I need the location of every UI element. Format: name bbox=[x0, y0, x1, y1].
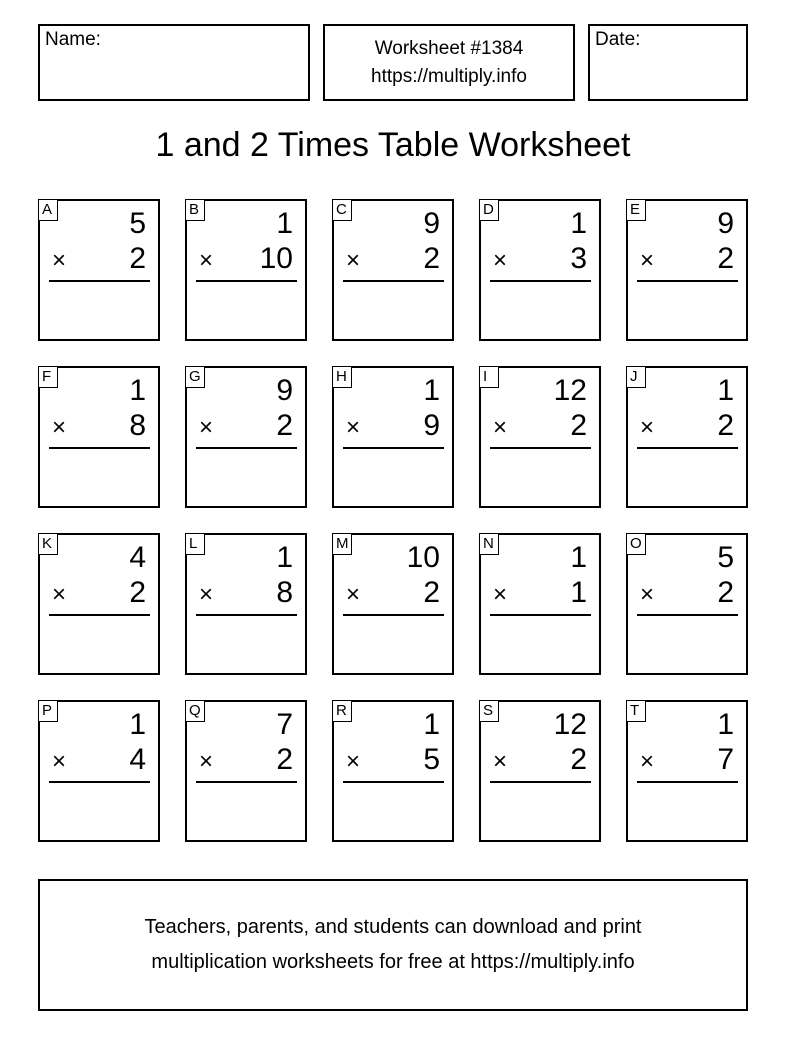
multiply-sign: × bbox=[346, 748, 361, 775]
answer-line bbox=[49, 614, 150, 616]
worksheet-number: Worksheet #1384 bbox=[374, 37, 524, 59]
problem-letter: L bbox=[185, 533, 205, 555]
problem-letter: D bbox=[479, 199, 499, 221]
problem-card[interactable] bbox=[626, 700, 748, 842]
problem-card[interactable] bbox=[185, 533, 307, 675]
problem-letter: K bbox=[38, 533, 58, 555]
problem-multiplier: 2 bbox=[717, 242, 734, 275]
footer-line-2: multiplication worksheets for free at https://multiply.info bbox=[151, 951, 635, 973]
problem-multiplicand: 10 bbox=[406, 541, 440, 574]
multiply-sign: × bbox=[640, 414, 655, 441]
answer-line bbox=[196, 280, 297, 282]
answer-line bbox=[49, 781, 150, 783]
answer-line bbox=[49, 280, 150, 282]
problem-multiplicand: 1 bbox=[276, 207, 293, 240]
multiply-sign: × bbox=[640, 748, 655, 775]
problem-multiplicand: 12 bbox=[553, 374, 587, 407]
problem-multiplier: 2 bbox=[129, 242, 146, 275]
multiply-sign: × bbox=[346, 581, 361, 608]
date-box[interactable] bbox=[588, 24, 748, 101]
multiply-sign: × bbox=[493, 748, 508, 775]
problem-letter: C bbox=[332, 199, 352, 221]
multiply-sign: × bbox=[346, 414, 361, 441]
answer-line bbox=[637, 614, 738, 616]
problem-card[interactable] bbox=[479, 366, 601, 508]
problem-card[interactable] bbox=[185, 199, 307, 341]
problem-multiplier: 10 bbox=[259, 242, 293, 275]
problem-multiplier: 2 bbox=[717, 409, 734, 442]
problem-letter: S bbox=[479, 700, 499, 722]
problem-multiplier: 2 bbox=[129, 576, 146, 609]
problem-multiplicand: 1 bbox=[129, 374, 146, 407]
problem-card[interactable] bbox=[479, 700, 601, 842]
problem-card[interactable] bbox=[332, 700, 454, 842]
worksheet-id-box bbox=[323, 24, 575, 101]
worksheet-url: https://multiply.info bbox=[371, 65, 527, 87]
problem-multiplicand: 9 bbox=[717, 207, 734, 240]
problem-letter: B bbox=[185, 199, 205, 221]
problem-multiplier: 2 bbox=[423, 576, 440, 609]
problem-letter: Q bbox=[185, 700, 205, 722]
problem-multiplier: 2 bbox=[570, 409, 587, 442]
problem-multiplier: 4 bbox=[129, 743, 146, 776]
problem-multiplicand: 5 bbox=[717, 541, 734, 574]
multiply-sign: × bbox=[52, 414, 67, 441]
problem-multiplier: 5 bbox=[423, 743, 440, 776]
multiply-sign: × bbox=[52, 748, 67, 775]
multiply-sign: × bbox=[199, 581, 214, 608]
answer-line bbox=[490, 447, 591, 449]
multiply-sign: × bbox=[640, 581, 655, 608]
problem-letter: M bbox=[332, 533, 352, 555]
problem-multiplicand: 4 bbox=[129, 541, 146, 574]
problem-multiplicand: 1 bbox=[717, 374, 734, 407]
problem-card[interactable] bbox=[332, 366, 454, 508]
problem-card[interactable] bbox=[332, 199, 454, 341]
multiply-sign: × bbox=[346, 247, 361, 274]
problem-multiplier: 7 bbox=[717, 743, 734, 776]
problem-letter: G bbox=[185, 366, 205, 388]
problem-card[interactable] bbox=[185, 700, 307, 842]
multiply-sign: × bbox=[52, 581, 67, 608]
problem-letter: N bbox=[479, 533, 499, 555]
footer-line-1: Teachers, parents, and students can download and print bbox=[144, 916, 642, 938]
problem-letter: E bbox=[626, 199, 646, 221]
multiply-sign: × bbox=[640, 247, 655, 274]
problem-multiplier: 2 bbox=[276, 743, 293, 776]
problem-card[interactable] bbox=[626, 366, 748, 508]
problem-multiplicand: 1 bbox=[717, 708, 734, 741]
problem-multiplier: 8 bbox=[129, 409, 146, 442]
problem-multiplier: 3 bbox=[570, 242, 587, 275]
answer-line bbox=[343, 447, 444, 449]
problem-card[interactable] bbox=[38, 533, 160, 675]
problem-card[interactable] bbox=[38, 366, 160, 508]
problem-card[interactable] bbox=[479, 533, 601, 675]
problem-multiplicand: 1 bbox=[570, 541, 587, 574]
problem-card[interactable] bbox=[626, 533, 748, 675]
problem-multiplier: 2 bbox=[717, 576, 734, 609]
problem-multiplier: 1 bbox=[570, 576, 587, 609]
answer-line bbox=[490, 614, 591, 616]
answer-line bbox=[49, 447, 150, 449]
name-label: Name: bbox=[45, 29, 101, 50]
problem-multiplier: 9 bbox=[423, 409, 440, 442]
answer-line bbox=[490, 280, 591, 282]
answer-line bbox=[637, 280, 738, 282]
problem-multiplicand: 12 bbox=[553, 708, 587, 741]
answer-line bbox=[637, 447, 738, 449]
problem-multiplier: 2 bbox=[570, 743, 587, 776]
problem-letter: F bbox=[38, 366, 58, 388]
problem-multiplicand: 1 bbox=[423, 374, 440, 407]
problem-letter: J bbox=[626, 366, 646, 388]
multiply-sign: × bbox=[493, 414, 508, 441]
problem-card[interactable] bbox=[332, 533, 454, 675]
answer-line bbox=[196, 614, 297, 616]
footer-box bbox=[38, 879, 748, 1011]
problem-card[interactable] bbox=[479, 199, 601, 341]
problem-letter: R bbox=[332, 700, 352, 722]
multiply-sign: × bbox=[199, 748, 214, 775]
problem-letter: H bbox=[332, 366, 352, 388]
answer-line bbox=[196, 447, 297, 449]
problem-multiplicand: 1 bbox=[423, 708, 440, 741]
problem-multiplicand: 1 bbox=[276, 541, 293, 574]
page-title: 1 and 2 Times Table Worksheet bbox=[155, 126, 631, 164]
problem-multiplicand: 9 bbox=[423, 207, 440, 240]
answer-line bbox=[343, 614, 444, 616]
problem-multiplicand: 1 bbox=[570, 207, 587, 240]
multiply-sign: × bbox=[493, 247, 508, 274]
problem-multiplier: 8 bbox=[276, 576, 293, 609]
multiply-sign: × bbox=[199, 247, 214, 274]
date-label: Date: bbox=[595, 29, 641, 50]
problem-letter: A bbox=[38, 199, 58, 221]
problem-multiplicand: 1 bbox=[129, 708, 146, 741]
multiply-sign: × bbox=[199, 414, 214, 441]
problem-multiplicand: 5 bbox=[129, 207, 146, 240]
problem-letter: O bbox=[626, 533, 646, 555]
problem-card[interactable] bbox=[626, 199, 748, 341]
answer-line bbox=[490, 781, 591, 783]
answer-line bbox=[637, 781, 738, 783]
problem-letter: I bbox=[479, 366, 499, 388]
problem-multiplicand: 9 bbox=[276, 374, 293, 407]
problem-card[interactable] bbox=[185, 366, 307, 508]
multiply-sign: × bbox=[52, 247, 67, 274]
multiply-sign: × bbox=[493, 581, 508, 608]
problem-card[interactable] bbox=[38, 199, 160, 341]
problem-letter: P bbox=[38, 700, 58, 722]
problem-multiplier: 2 bbox=[276, 409, 293, 442]
problem-multiplicand: 7 bbox=[276, 708, 293, 741]
problem-card[interactable] bbox=[38, 700, 160, 842]
problem-letter: T bbox=[626, 700, 646, 722]
answer-line bbox=[343, 781, 444, 783]
answer-line bbox=[343, 280, 444, 282]
name-box[interactable] bbox=[38, 24, 310, 101]
answer-line bbox=[196, 781, 297, 783]
problem-multiplier: 2 bbox=[423, 242, 440, 275]
